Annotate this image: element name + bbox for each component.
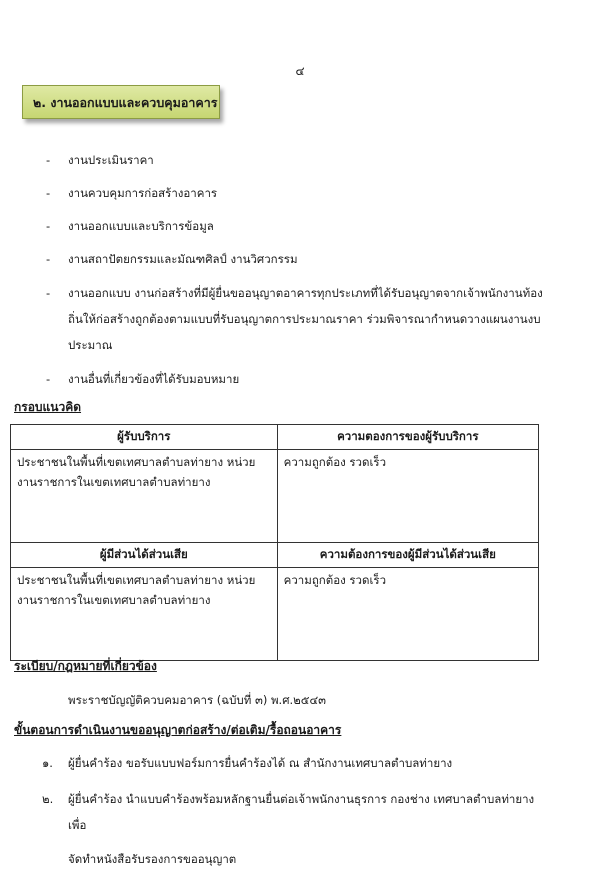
- procedure-heading: ขั้นตอนการดำเนินงานขออนุญาตก่อสร้าง/ต่อเติม/รื้อถอนอาคาร: [14, 723, 342, 737]
- step-text-continued: จัดทำหนังสือรับรองการขออนุญาต: [68, 852, 237, 866]
- table-row: [11, 450, 539, 543]
- dash-marker: -: [46, 219, 51, 233]
- dash-marker: -: [46, 372, 51, 386]
- duty-text: งานออกแบบและบริการข้อมูล: [68, 219, 214, 233]
- list-item: [42, 786, 552, 872]
- duty-text: งานอื่นที่เกี่ยวข้องที่ได้รับมอบหมาย: [68, 372, 240, 386]
- step-number: ๒.: [42, 792, 54, 806]
- list-item: [42, 214, 552, 238]
- service-needs-header: ความตองการของผู้รับบริการ: [277, 425, 538, 450]
- stakeholder-needs-cell: ความถูกต้อง รวดเร็ว: [277, 568, 538, 661]
- dash-marker: -: [46, 186, 51, 200]
- dash-marker: -: [46, 286, 51, 300]
- service-needs-cell: ความถูกต้อง รวดเร็ว: [277, 450, 538, 543]
- list-item: [42, 247, 552, 271]
- step-number: ๑.: [42, 756, 53, 770]
- list-item: [42, 367, 552, 391]
- step-text: ผู้ยื่นคำร้อง ขอรับแบบฟอร์มการยื่นคำร้องได้ ณ สำนักงานเทศบาลตำบลท่ายาง: [68, 756, 453, 770]
- table-row: [11, 425, 539, 450]
- regulations-heading: ระเบียบ/กฎหมายที่เกี่ยวข้อง: [14, 659, 157, 673]
- duty-text: งานออกแบบ งานก่อสร้างที่มีผู้ยื่นขออนุญาตอาคารทุกประเภทที่ได้รับอนุญาตจากเจ้าพนักงานท้องถิ่นให้ก่อสร้างถูกต้องตามแบบที่รับอนุญาตการประมาณราคา ร่วมพิจารณากำหนดวางแผนงานงบประมาณ: [68, 286, 543, 352]
- framework-table: [10, 424, 539, 661]
- list-item: [42, 181, 552, 205]
- stakeholder-needs-header: ความต้องการของผู้มีส่วนได้ส่วนเสีย: [277, 543, 538, 568]
- section-title: ๒. งานออกแบบและควบคุมอาคาร: [33, 95, 218, 110]
- service-recipient-header: ผู้รับบริการ: [11, 425, 278, 450]
- duty-text: งานควบคุมการก่อสร้างอาคาร: [68, 186, 218, 200]
- framework-heading: กรอบแนวคิด: [14, 400, 82, 414]
- procedure-steps: [42, 750, 552, 882]
- list-item: [42, 148, 552, 172]
- dash-marker: -: [46, 252, 51, 266]
- step-text: ผู้ยื่นคำร้อง นำแบบคำร้องพร้อมหลักฐานยื่นต่อเจ้าพนักงานธุรการ กองช่าง เทศบาลตำบลท่ายาง เพื่อ: [68, 792, 535, 832]
- table-row: [11, 568, 539, 661]
- stakeholder-header: ผู้มีส่วนได้ส่วนเสีย: [11, 543, 278, 568]
- dash-marker: -: [46, 153, 51, 167]
- list-item: [42, 750, 552, 776]
- law-text: พระราชบัญญัติควบคมอาคาร (ฉบับที่ ๓) พ.ศ.๒๕๔๓: [68, 693, 327, 707]
- list-item: [42, 280, 552, 358]
- page-number: ๔: [295, 64, 305, 78]
- table-row: [11, 543, 539, 568]
- duty-text: งานสถาปัตยกรรมและมัณฑศิลป์ งานวิศวกรรม: [68, 252, 298, 266]
- duties-list: [42, 148, 552, 391]
- duty-text: งานประเมินราคา: [68, 153, 154, 167]
- stakeholder-cell: ประชาชนในพื้นที่เขตเทศบาลตำบลท่ายาง หน่วยงานราชการในเขตเทศบาลตำบลท่ายาง: [11, 568, 278, 661]
- section-title-box: [22, 85, 220, 119]
- service-recipient-cell: ประชาชนในพื้นที่เขตเทศบาลตำบลท่ายาง หน่วยงานราชการในเขตเทศบาลตำบลท่ายาง: [11, 450, 278, 543]
